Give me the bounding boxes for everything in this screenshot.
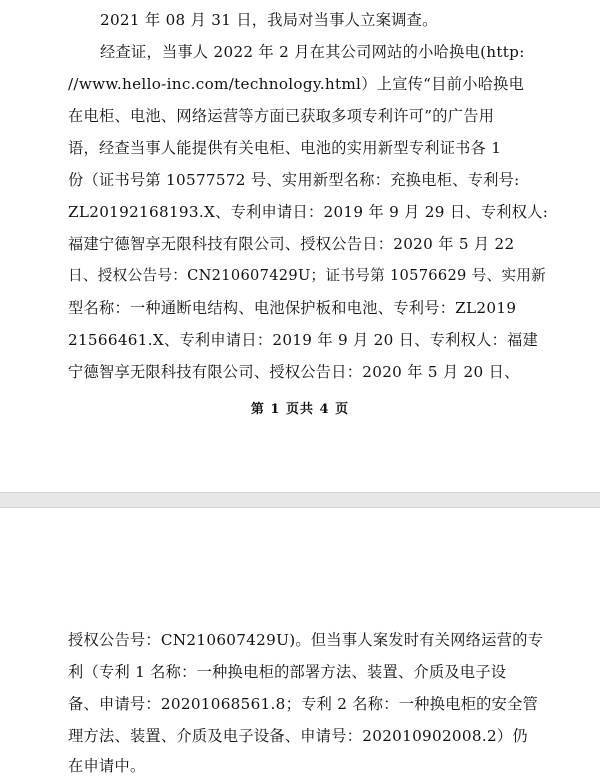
text-line: 语，经查当事人能提供有关电柜、电池的实用新型专利证书各 1 (68, 139, 502, 157)
text-line: 份（证书号第 10577572 号、实用新型名称：充换电柜、专利号: (68, 171, 520, 189)
text-line: 备、申请号：20201068561.8；专利 2 名称：一种换电柜的安全管 (68, 695, 539, 713)
text-line: 在申请中。 (68, 757, 146, 775)
text-line: 型名称：一种通断电结构、电池保护板和电池、专利号：ZL2019 (68, 299, 517, 317)
text-line: 福建宁德智享无限科技有限公司、授权公告日：2020 年 5 月 22 (68, 235, 515, 253)
document-page-2 (0, 508, 600, 781)
text-line: 21566461.X、专利申请日：2019 年 9 月 20 日、专利权人：福建 (68, 331, 539, 349)
text-line: 在电柜、电池、网络运营等方面已获取多项专利许可”的广告用 (68, 107, 495, 125)
text-line: 经查证，当事人 2022 年 2 月在其公司网站的小哈换电(http: (100, 43, 525, 61)
text-line: 宁德智享无限科技有限公司、授权公告日：2020 年 5 月 20 日、 (68, 363, 520, 381)
text-line: 理方法、装置、介质及电子设备、申请号：202010902008.2）仍 (68, 727, 528, 745)
text-line: //www.hello-inc.com/technology.html）上宣传“目前小哈换电 (68, 75, 525, 93)
text-line: 日、授权公告号：CN210607429U；证书号第 10576629 号、实用新 (68, 267, 547, 284)
text-line: 利（专利 1 名称：一种换电柜的部署方法、装置、介质及电子设 (68, 663, 507, 681)
text-line: 授权公告号：CN210607429U)。但当事人案发时有关网络运营的专 (68, 631, 544, 649)
text-line: ZL20192168193.X、专利申请日：2019 年 9 月 29 日、专利权人: (68, 203, 549, 221)
page-separator (0, 492, 600, 508)
page-number-footer: 第 1 页共 4 页 (250, 402, 350, 417)
text-line: 2021 年 08 月 31 日，我局对当事人立案调查。 (100, 11, 438, 29)
